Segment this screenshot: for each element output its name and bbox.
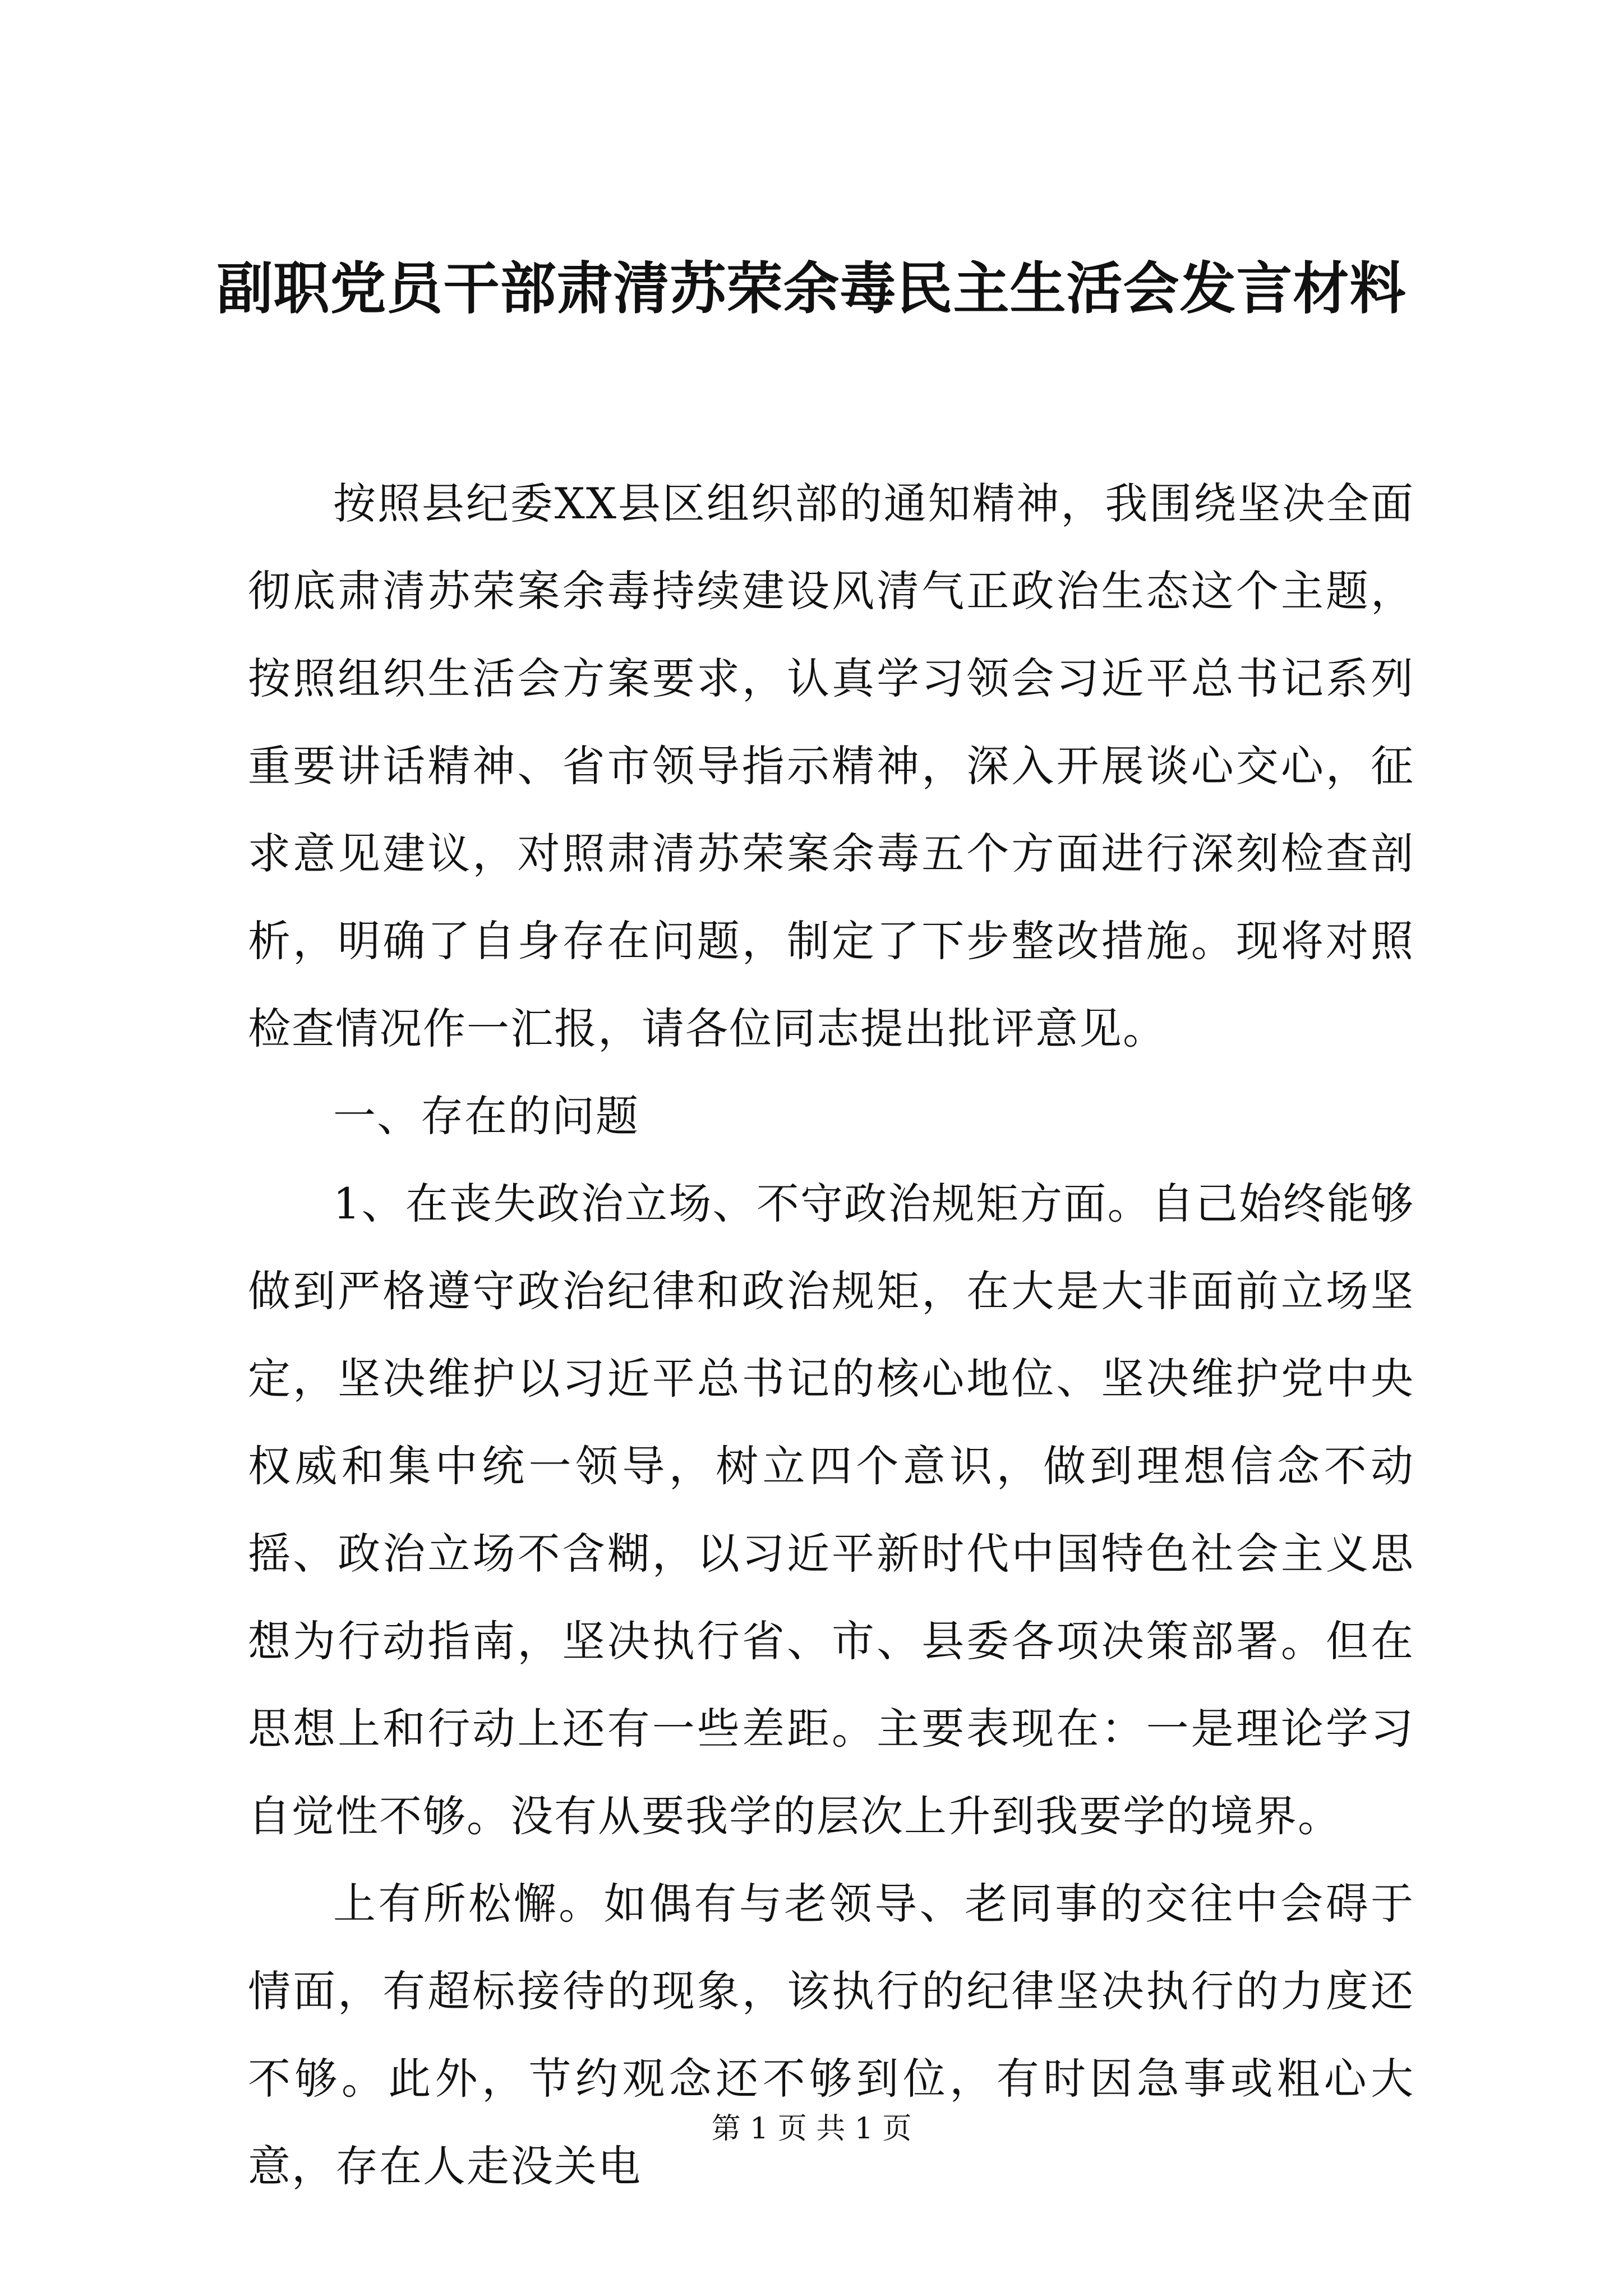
document-title: 副职党员干部肃清苏荣余毒民主生活会发言材料 [216,255,1407,321]
page-footer: 第 1 页 共 1 页 [711,2112,912,2146]
paragraph-intro: 按照县纪委XX县区组织部的通知精神，我围绕坚决全面彻底肃清苏荣案余毒持续建设风清气正政治生态这个主题，按照组织生活会方案要求，认真学习领会习近平总书记系列重要讲话精神、省市领导指示精神，深入开展谈心交心，征求意见建议，对照肃清苏荣案余毒五个方面进行深刻检查剖析，明确了自身存在问题，制定了下步整改措施。现将对照检查情况作一汇报，请各位同志提出批评意见。 [248,478,1414,1053]
paragraph-discipline: 上有所松懈。如偶有与老领导、老同事的交往中会碍于情面，有超标接待的现象，该执行的纪律坚决执行的力度还不够。此外，节约观念还不够到位，有时因急事或粗心大意，存在人走没关电 [248,1879,1414,2191]
document-body [248,460,1414,2210]
paragraph-political-stance: 1、在丧失政治立场、不守政治规矩方面。自己始终能够做到严格遵守政治纪律和政治规矩，在大是大非面前立场坚定，坚决维护以习近平总书记的核心地位、坚决维护党中央权威和集中统一领导，树立四个意识，做到理想信念不动摇、政治立场不含糊，以习近平新时代中国特色社会主义思想为行动指南，坚决执行省、市、县委各项决策部署。但在思想上和行动上还有一些差距。主要表现在：一是理论学习自觉性不够。没有从要我学的层次上升到我要学的境界。 [248,1179,1414,1841]
section-heading-problems: 一、存在的问题 [333,1091,639,1141]
